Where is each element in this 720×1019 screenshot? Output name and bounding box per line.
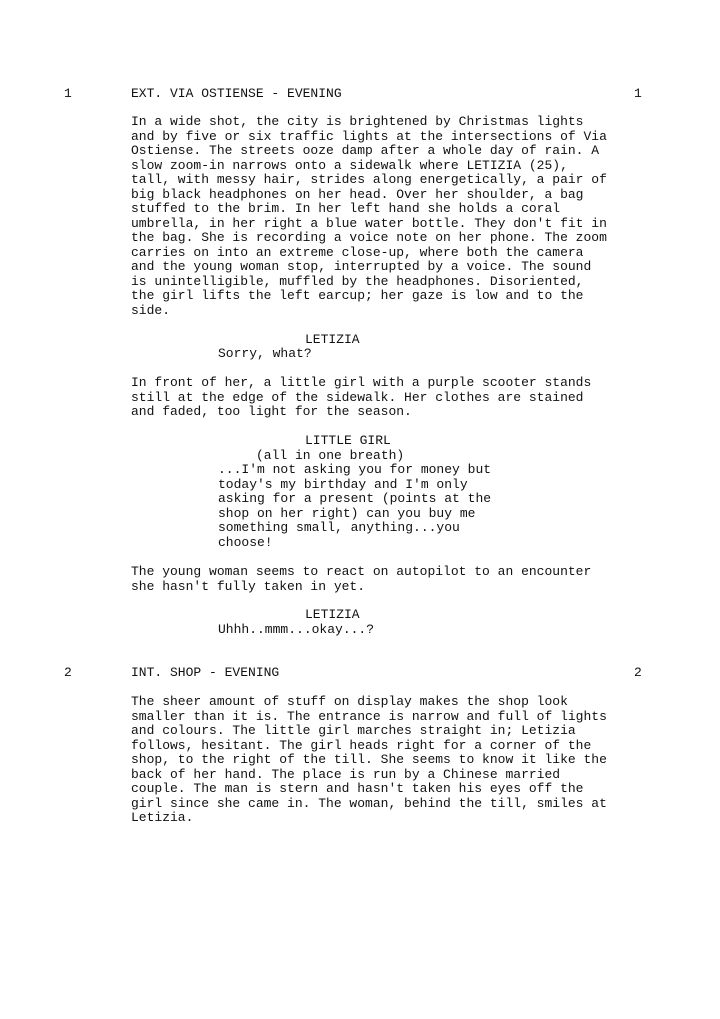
action-paragraph: In front of her, a little girl with a purple scooter stands still at the edge of the sidewalk. Her clothes are stained and faded, too light for the season. — [131, 375, 592, 419]
scene-number-left: 1 — [64, 86, 72, 101]
dialogue-line: ...I'm not asking you for money but today's my birthday and I'm only asking for a present (points at the shop on her right) can you buy me something small, anything...you choose! — [218, 462, 492, 550]
scene-number-right: 1 — [634, 86, 642, 101]
character-name: LETIZIA — [305, 607, 360, 622]
dialogue-line: Sorry, what? — [218, 346, 312, 361]
scene-number-left: 2 — [64, 665, 72, 680]
scene-heading: INT. SHOP - EVENING — [131, 665, 280, 680]
action-paragraph: The sheer amount of stuff on display makes the shop look smaller than it is. The entrance is narrow and full of lights and colours. The little girl marches straight in; Letizia follows, hesitant. The girl heads right for a corner of the shop, to the right of the till. She seems to know it like the back of her hand. The place is run by a Chinese married couple. The man is stern and hasn't taken his eyes off the girl since she came in. The woman, behind the till, smiles at Letizia. — [131, 694, 607, 825]
action-paragraph: In a wide shot, the city is brightened by Christmas lights and by five or six traffic lights at the intersections of Via Ostiense. The streets ooze damp after a whole day of rain. A slow zoom-in narrows onto a sidewalk where LETIZIA (25), tall, with messy hair, strides along energetically, a pair of big black headphones on her head. Over her shoulder, a bag stuffed to the brim. In her left hand she holds a coral umbrella, in her right a blue water bottle. They don't fit in the bag. She is recording a voice note on her phone. The zoom carries on into an extreme close-up, where both the camera and the young woman stop, interrupted by a voice. The sound is unintelligible, muffled by the headphones. Disoriented, the girl lifts the left earcup; her gaze is low and to the side. — [131, 114, 607, 318]
scene-number-right: 2 — [634, 665, 642, 680]
character-name: LETIZIA — [305, 332, 360, 347]
scene-heading: EXT. VIA OSTIENSE - EVENING — [131, 86, 342, 101]
dialogue-line: Uhhh..mmm...okay...? — [218, 622, 375, 637]
parenthetical: (all in one breath) — [256, 448, 405, 463]
action-paragraph: The young woman seems to react on autopilot to an encounter she hasn't fully taken in yet. — [131, 564, 592, 594]
character-name: LITTLE GIRL — [305, 433, 391, 448]
